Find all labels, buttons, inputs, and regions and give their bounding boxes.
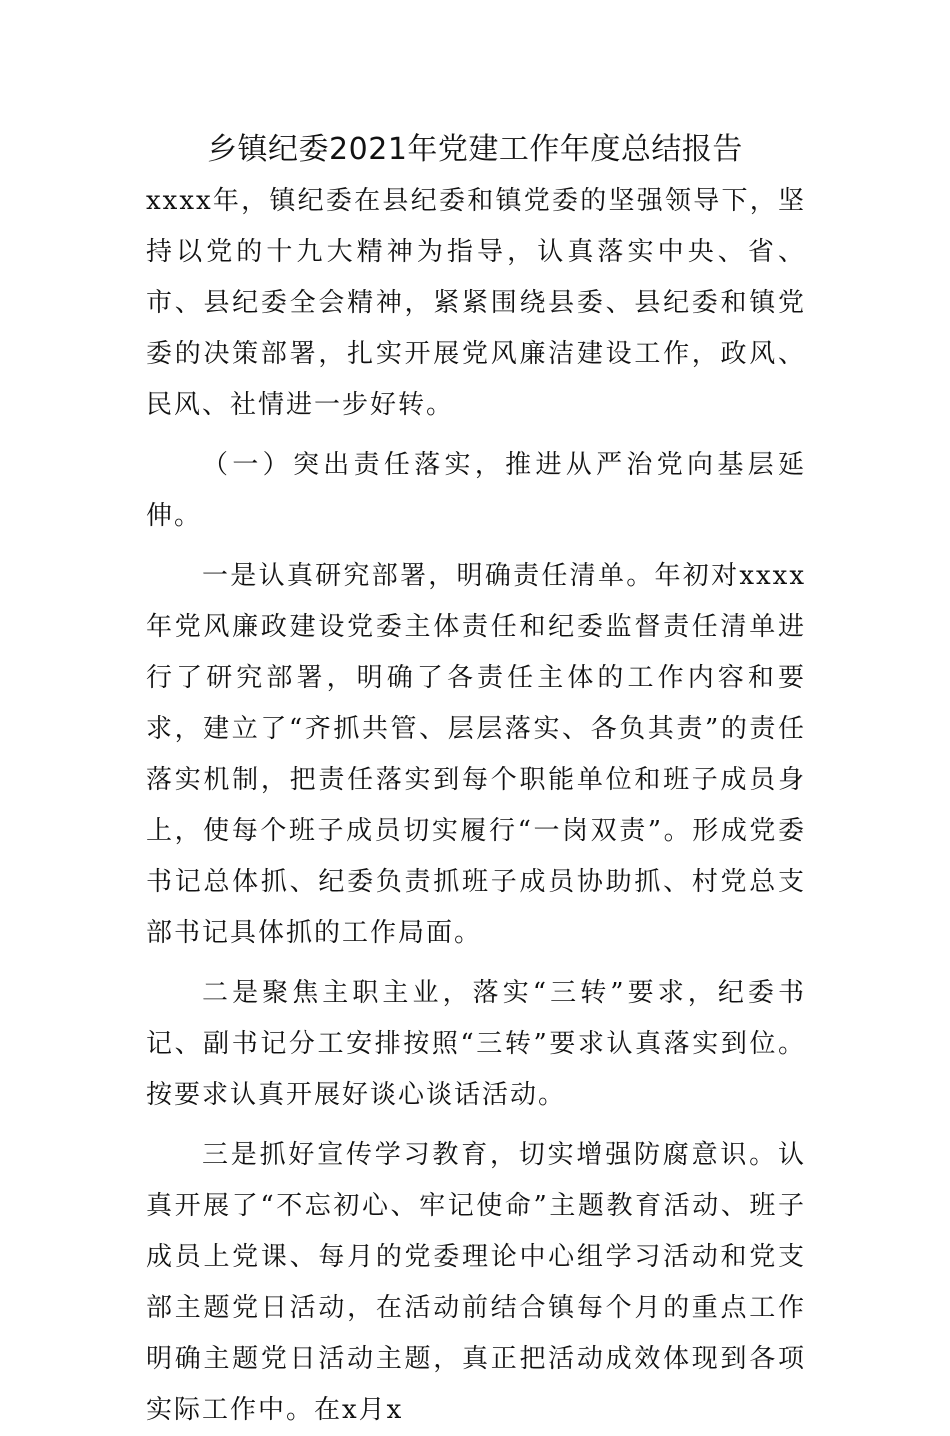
- paragraph-point-1: 一是认真研究部署，明确责任清单。年初对xxxx年党风廉政建设党委主体责任和纪委监督责任清单进行了研究部署，明确了各责任主体的工作内容和要求，建立了“齐抓共管、层层落实、各负其责”的责任落实机制，把责任落实到每个职能单位和班子成员身上，使每个班子成员切实履行“一岗双责”。形成党委书记总体抓、纪委负责抓班子成员协助抓、村党总支部书记具体抓的工作局面。: [146, 561, 806, 948]
- document-title: 乡镇纪委2021年党建工作年度总结报告: [207, 132, 743, 167]
- paragraph-point-3: 三是抓好宣传学习教育，切实增强防腐意识。认真开展了“不忘初心、牢记使命”主题教育活动、班子成员上党课、每月的党委理论中心组学习活动和党支部主题党日活动，在活动前结合镇每个月的重点工作明确主题党日活动主题，真正把活动成效体现到各项实际工作中。在x月x: [146, 1140, 806, 1425]
- paragraph-intro: xxxx年，镇纪委在县纪委和镇党委的坚强领导下，坚持以党的十九大精神为指导，认真落实中央、省、市、县纪委全会精神，紧紧围绕县委、县纪委和镇党委的决策部署，扎实开展党风廉洁建设工作，政风、民风、社情进一步好转。: [146, 186, 806, 420]
- paragraph-point-2: 二是聚焦主职主业，落实“三转”要求，纪委书记、副书记分工安排按照“三转”要求认真落实到位。按要求认真开展好谈心谈话活动。: [146, 978, 806, 1110]
- document-body: [146, 176, 806, 1436]
- section-heading-1: （一）突出责任落实，推进从严治党向基层延伸。: [146, 450, 806, 531]
